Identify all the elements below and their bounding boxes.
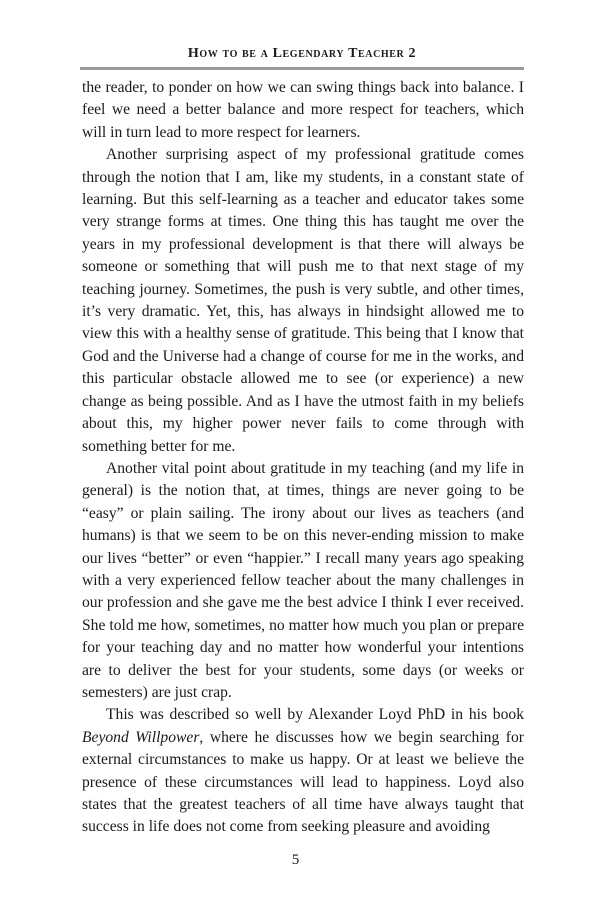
header-rule (80, 67, 524, 70)
book-title: Beyond Willpower (82, 728, 200, 746)
page-number: 5 (291, 852, 300, 868)
paragraph-loyd-text-after: , where he discusses how we begin searching for external circumstances to make us happy. Or at least we believe the presence of these circumstances will lead to happiness. Loyd also states that the greatest teachers of all time have always taught that success in life does not come from seeking pleasure and avoiding (82, 728, 524, 836)
paragraph-loyd-text-before: This was described so well by Alexander Loyd PhD in his book (106, 706, 524, 724)
paragraph-gratitude-teaching: Another vital point about gratitude in my teaching (and my life in general) is the notion that, at times, things are never going to be “easy” or plain sailing. The irony about our lives as teachers (and humans) is that we seem to be on this never-ending mission to make our lives “better” or even “happier.” I recall many years ago speaking with a very experienced fellow teacher about the many challenges in our profession and she gave me the best advice I think I ever received. She told me how, sometimes, no matter how much you plan or prepare for your teaching day and no matter how wonderful your intentions are to deliver the best for your students, some days (or weeks or semesters) are just crap. (82, 459, 524, 701)
paragraph-continuation: the reader, to ponder on how we can swing things back into balance. I feel we need a better balance and more respect for teachers, which will in turn lead to more respect for learners. (82, 79, 524, 141)
body-text (82, 77, 524, 839)
paragraph-professional-gratitude: Another surprising aspect of my professional gratitude comes through the notion that I am, like my students, in a constant state of learning. But this self-learning as a teacher and educator takes some very strange forms at times. One thing this has taught me over the years in my professional development is that there will always be someone or something that will push me to that next stage of my teaching journey. Sometimes, the push is very subtle, and other times, it’s very dramatic. Yet, this, has always in hindsight allowed me to view this with a healthy sense of gratitude. This being that I know that God and the Universe had a change of course for me in the works, and this particular obstacle allowed me to see (or experience) a new change as being possible. And as I have the utmost faith in my beliefs about this, my higher power never fails to come through with something better for me. (82, 146, 524, 455)
running-header-title: How to be a Legendary Teacher 2 (187, 46, 417, 61)
paragraph-loyd-quote (82, 704, 524, 838)
